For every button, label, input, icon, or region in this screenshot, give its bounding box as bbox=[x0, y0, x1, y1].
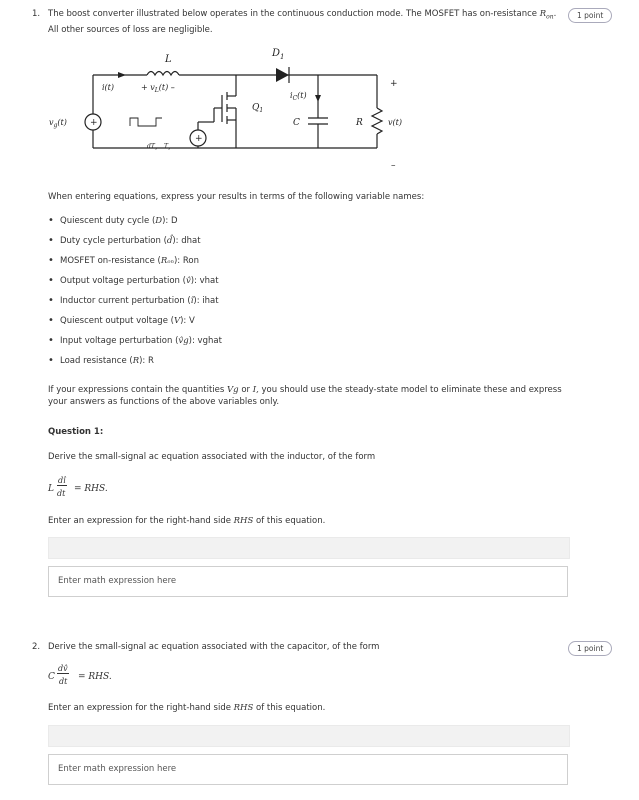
inductor-label: L bbox=[165, 54, 172, 65]
variable-item: • Input voltage perturbation (v̂g): vghat bbox=[60, 336, 222, 346]
math-input-1-placeholder: Enter math expression here bbox=[58, 576, 177, 586]
math-input-2-placeholder: Enter math expression here bbox=[58, 764, 177, 774]
pulse-dts-label: $dT_s$ bbox=[147, 143, 157, 151]
prompt-line-2: All other sources of loss are negligible. bbox=[48, 24, 213, 35]
question-2-number: 2. bbox=[32, 642, 41, 652]
prompt-line-1: The boost converter illustrated below operates in the continuous conduction mode. The MOSFET has on-resistance bbox=[48, 9, 538, 19]
output-plus-label: + bbox=[390, 79, 398, 89]
question-2-derive: Derive the small-signal ac equation associated with the capacitor, of the form bbox=[48, 642, 380, 652]
inductor-current-label: i(t) bbox=[102, 83, 115, 92]
question-1-prompt: The boost converter illustrated below operates in the continuous conduction mode. The MOSFET has on-resistance $R_{on}$. All other sources of loss are negligible. bbox=[48, 9, 557, 35]
variable-item: • MOSFET on-resistance (Rₒₙ): Ron bbox=[60, 256, 199, 266]
ron-symbol: $R_{on}$ bbox=[539, 9, 554, 21]
svg-text:+: + bbox=[90, 118, 98, 128]
math-input-1[interactable] bbox=[48, 566, 568, 597]
variable-item: • Quiescent output voltage (V): V bbox=[60, 316, 195, 326]
resistor-label: R bbox=[356, 118, 363, 128]
question-1-points-badge: 1 point bbox=[568, 8, 612, 23]
steady-state-note: If your expressions contain the quantities Vg or I, you should use the steady-state model to eliminate these and express your answers as functions of the above variables only. bbox=[48, 385, 562, 407]
mosfet-label: $Q_1$ bbox=[252, 103, 264, 114]
question-1-enter: Enter an expression for the right-hand side RHS of this equation. bbox=[48, 516, 326, 526]
instructions-text: When entering equations, express your results in terms of the following variable names: bbox=[48, 192, 425, 202]
answer-feedback-area-2 bbox=[48, 725, 570, 747]
question-1-number: 1. bbox=[32, 9, 41, 19]
variable-item: • Load resistance (R): R bbox=[60, 356, 154, 366]
svg-text:+: + bbox=[195, 134, 203, 144]
output-minus-label: – bbox=[391, 161, 396, 171]
diode-label: $D_1$ bbox=[272, 48, 285, 61]
variable-item: • Output voltage perturbation (v̂): vhat bbox=[60, 276, 219, 286]
capacitor-label: C bbox=[293, 118, 300, 128]
boost-converter-circuit bbox=[44, 40, 424, 185]
variable-item: • Quiescent duty cycle (D): D bbox=[60, 216, 178, 226]
source-voltage-label: $v_g(t)$ bbox=[49, 118, 67, 129]
variable-item: • Inductor current perturbation (î): ihat bbox=[60, 296, 219, 306]
question-1-heading: Question 1: bbox=[48, 427, 104, 437]
inductor-voltage-label: + $v_L(t)$ – bbox=[141, 83, 175, 94]
question-2-enter: Enter an expression for the right-hand side RHS of this equation. bbox=[48, 703, 326, 713]
math-input-2[interactable] bbox=[48, 754, 568, 785]
pulse-ts-label: $T_s$ bbox=[164, 143, 171, 151]
output-voltage-label: v(t) bbox=[388, 118, 402, 127]
variable-item: • Duty cycle perturbation (d̂): dhat bbox=[60, 236, 201, 246]
cap-current-label: $i_C(t)$ bbox=[290, 91, 307, 102]
question-1-derive: Derive the small-signal ac equation associated with the inductor, of the form bbox=[48, 452, 376, 462]
question-2-points-badge: 1 point bbox=[568, 641, 612, 656]
answer-feedback-area-1 bbox=[48, 537, 570, 559]
